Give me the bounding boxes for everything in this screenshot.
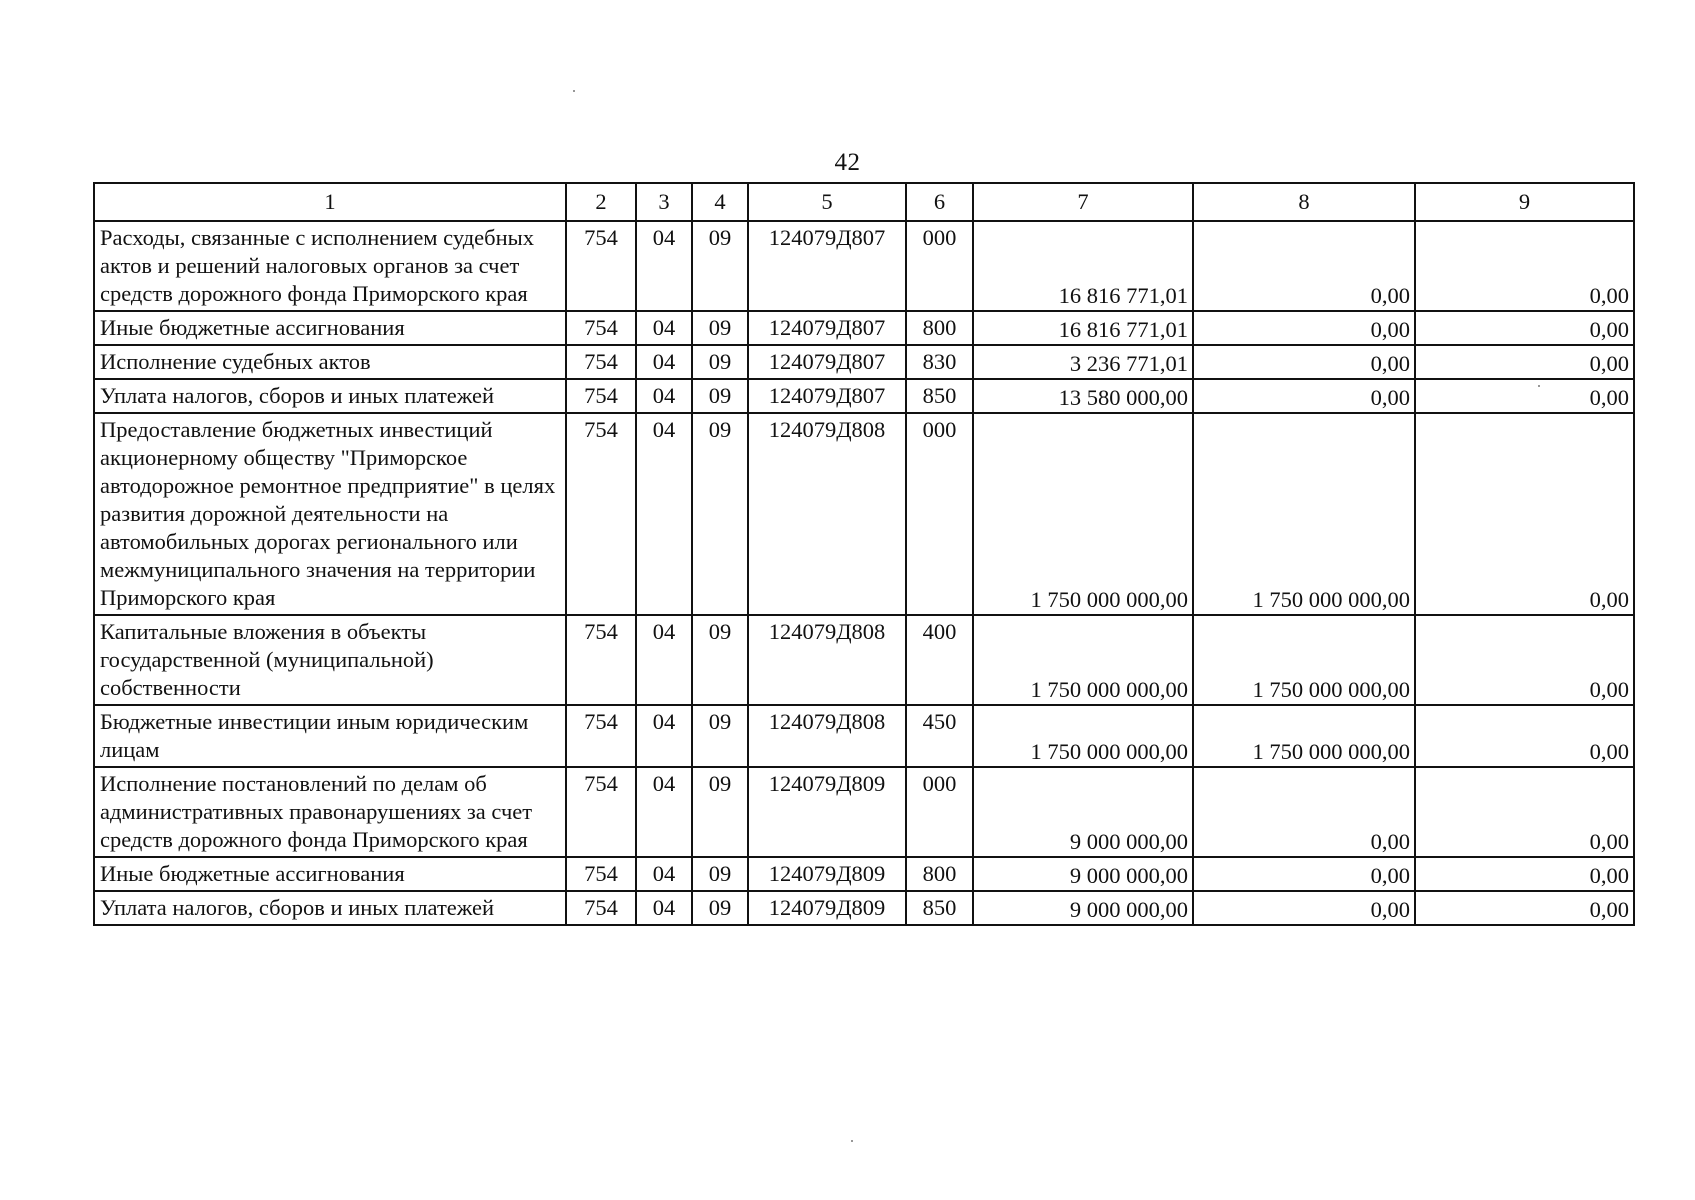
section-code-cell: 04 xyxy=(636,311,692,345)
target-article-cell: 124079Д809 xyxy=(748,767,906,857)
ministry-code-cell: 754 xyxy=(566,345,636,379)
subsection-code-cell: 09 xyxy=(692,857,748,891)
budget-table xyxy=(93,182,1635,926)
amount-col8-cell: 0,00 xyxy=(1193,311,1415,345)
target-article-cell: 124079Д809 xyxy=(748,891,906,925)
amount-col7-cell: 16 816 771,01 xyxy=(973,221,1193,311)
amount-col9-cell: 0,00 xyxy=(1415,345,1634,379)
expense-type-cell: 000 xyxy=(906,767,973,857)
amount-col8-cell: 1 750 000 000,00 xyxy=(1193,615,1415,705)
expense-type-cell: 000 xyxy=(906,413,973,615)
column-header: 8 xyxy=(1193,183,1415,221)
ministry-code-cell: 754 xyxy=(566,705,636,767)
amount-col8-cell: 0,00 xyxy=(1193,857,1415,891)
amount-col7-cell: 9 000 000,00 xyxy=(973,857,1193,891)
scan-speck xyxy=(851,1140,853,1142)
target-article-cell: 124079Д808 xyxy=(748,705,906,767)
section-code-cell: 04 xyxy=(636,379,692,413)
section-code-cell: 04 xyxy=(636,221,692,311)
column-header: 9 xyxy=(1415,183,1634,221)
column-header: 2 xyxy=(566,183,636,221)
target-article-cell: 124079Д807 xyxy=(748,221,906,311)
amount-col9-cell: 0,00 xyxy=(1415,705,1634,767)
subsection-code-cell: 09 xyxy=(692,413,748,615)
ministry-code-cell: 754 xyxy=(566,311,636,345)
table-row xyxy=(94,767,1634,857)
amount-col7-cell: 1 750 000 000,00 xyxy=(973,705,1193,767)
ministry-code-cell: 754 xyxy=(566,767,636,857)
amount-col9-cell: 0,00 xyxy=(1415,311,1634,345)
row-name-cell: Капитальные вложения в объекты государственной (муниципальной) собственности xyxy=(94,615,566,705)
table-row xyxy=(94,891,1634,925)
section-code-cell: 04 xyxy=(636,891,692,925)
scan-speck xyxy=(1538,385,1540,387)
subsection-code-cell: 09 xyxy=(692,705,748,767)
row-name-cell: Иные бюджетные ассигнования xyxy=(94,311,566,345)
table-row xyxy=(94,705,1634,767)
expense-type-cell: 400 xyxy=(906,615,973,705)
column-header: 4 xyxy=(692,183,748,221)
section-code-cell: 04 xyxy=(636,705,692,767)
amount-col7-cell: 16 816 771,01 xyxy=(973,311,1193,345)
amount-col7-cell: 9 000 000,00 xyxy=(973,767,1193,857)
table-body xyxy=(94,221,1634,925)
ministry-code-cell: 754 xyxy=(566,221,636,311)
target-article-cell: 124079Д807 xyxy=(748,311,906,345)
amount-col7-cell: 13 580 000,00 xyxy=(973,379,1193,413)
subsection-code-cell: 09 xyxy=(692,767,748,857)
section-code-cell: 04 xyxy=(636,345,692,379)
ministry-code-cell: 754 xyxy=(566,857,636,891)
amount-col8-cell: 0,00 xyxy=(1193,221,1415,311)
subsection-code-cell: 09 xyxy=(692,345,748,379)
target-article-cell: 124079Д807 xyxy=(748,345,906,379)
subsection-code-cell: 09 xyxy=(692,891,748,925)
amount-col9-cell: 0,00 xyxy=(1415,767,1634,857)
section-code-cell: 04 xyxy=(636,615,692,705)
amount-col9-cell: 0,00 xyxy=(1415,891,1634,925)
amount-col8-cell: 0,00 xyxy=(1193,379,1415,413)
amount-col8-cell: 0,00 xyxy=(1193,891,1415,925)
row-name-cell: Исполнение постановлений по делам об административных правонарушениях за счет средств дорожного фонда Приморского края xyxy=(94,767,566,857)
expense-type-cell: 850 xyxy=(906,379,973,413)
expense-type-cell: 800 xyxy=(906,311,973,345)
column-header: 5 xyxy=(748,183,906,221)
amount-col9-cell: 0,00 xyxy=(1415,857,1634,891)
column-header: 6 xyxy=(906,183,973,221)
subsection-code-cell: 09 xyxy=(692,615,748,705)
expense-type-cell: 830 xyxy=(906,345,973,379)
table-row xyxy=(94,311,1634,345)
expense-type-cell: 450 xyxy=(906,705,973,767)
amount-col9-cell: 0,00 xyxy=(1415,413,1634,615)
amount-col8-cell: 1 750 000 000,00 xyxy=(1193,705,1415,767)
row-name-cell: Предоставление бюджетных инвестиций акционерному обществу "Приморское автодорожное ремонтное предприятие" в целях развития дорожной деятельности на автомобильных дорогах регионального или межмуниципального значения на территории Приморского края xyxy=(94,413,566,615)
page-number: 42 xyxy=(834,149,861,176)
section-code-cell: 04 xyxy=(636,857,692,891)
target-article-cell: 124079Д808 xyxy=(748,413,906,615)
amount-col9-cell: 0,00 xyxy=(1415,221,1634,311)
subsection-code-cell: 09 xyxy=(692,379,748,413)
row-name-cell: Уплата налогов, сборов и иных платежей xyxy=(94,379,566,413)
amount-col9-cell: 0,00 xyxy=(1415,379,1634,413)
table-row xyxy=(94,221,1634,311)
table-header-row xyxy=(94,183,1634,221)
scan-speck xyxy=(573,90,575,92)
amount-col8-cell: 0,00 xyxy=(1193,345,1415,379)
amount-col7-cell: 1 750 000 000,00 xyxy=(973,615,1193,705)
table-row xyxy=(94,345,1634,379)
table-row xyxy=(94,615,1634,705)
target-article-cell: 124079Д807 xyxy=(748,379,906,413)
amount-col7-cell: 1 750 000 000,00 xyxy=(973,413,1193,615)
subsection-code-cell: 09 xyxy=(692,311,748,345)
table-row xyxy=(94,379,1634,413)
row-name-cell: Бюджетные инвестиции иным юридическим лицам xyxy=(94,705,566,767)
column-header: 3 xyxy=(636,183,692,221)
amount-col8-cell: 0,00 xyxy=(1193,767,1415,857)
ministry-code-cell: 754 xyxy=(566,615,636,705)
amount-col8-cell: 1 750 000 000,00 xyxy=(1193,413,1415,615)
column-header: 1 xyxy=(94,183,566,221)
ministry-code-cell: 754 xyxy=(566,891,636,925)
row-name-cell: Уплата налогов, сборов и иных платежей xyxy=(94,891,566,925)
row-name-cell: Исполнение судебных актов xyxy=(94,345,566,379)
expense-type-cell: 800 xyxy=(906,857,973,891)
section-code-cell: 04 xyxy=(636,767,692,857)
column-header: 7 xyxy=(973,183,1193,221)
ministry-code-cell: 754 xyxy=(566,379,636,413)
amount-col7-cell: 9 000 000,00 xyxy=(973,891,1193,925)
subsection-code-cell: 09 xyxy=(692,221,748,311)
row-name-cell: Иные бюджетные ассигнования xyxy=(94,857,566,891)
amount-col9-cell: 0,00 xyxy=(1415,615,1634,705)
row-name-cell: Расходы, связанные с исполнением судебных актов и решений налоговых органов за счет средств дорожного фонда Приморского края xyxy=(94,221,566,311)
table-row xyxy=(94,857,1634,891)
expense-type-cell: 000 xyxy=(906,221,973,311)
expense-type-cell: 850 xyxy=(906,891,973,925)
section-code-cell: 04 xyxy=(636,413,692,615)
target-article-cell: 124079Д808 xyxy=(748,615,906,705)
table-row xyxy=(94,413,1634,615)
ministry-code-cell: 754 xyxy=(566,413,636,615)
amount-col7-cell: 3 236 771,01 xyxy=(973,345,1193,379)
target-article-cell: 124079Д809 xyxy=(748,857,906,891)
